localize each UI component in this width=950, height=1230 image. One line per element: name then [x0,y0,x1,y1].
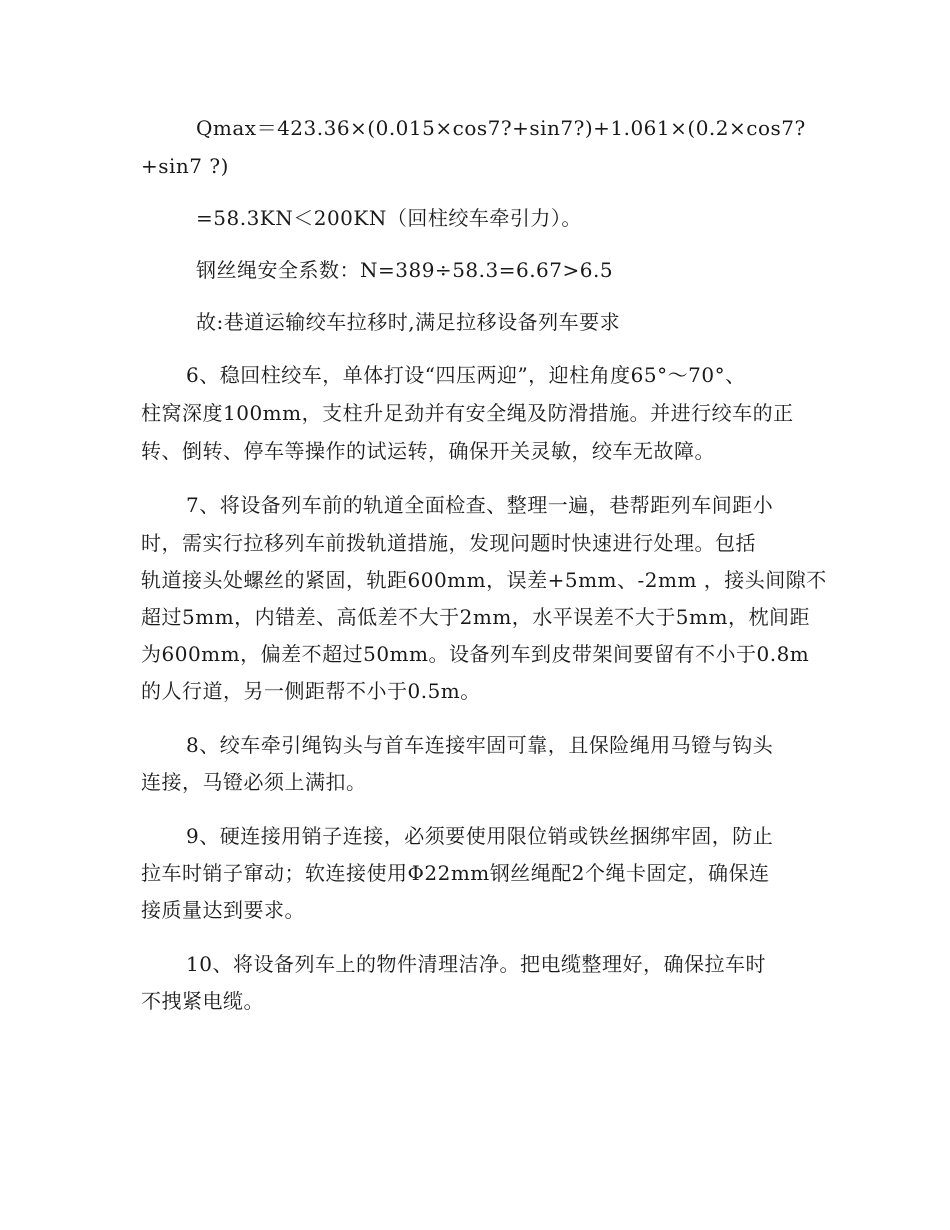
item-8-line-2: 连接，马镫必须上满扣。 [141,770,367,794]
item-7-line-1: 7、将设备列车前的轨道全面检查、整理一遍，巷帮距列车间距小 [186,493,774,517]
item-6-line-1: 6、稳回柱绞车，单体打设“四压两迎”，迎柱角度65°～70°、 [186,363,746,387]
item-8-line-1: 8、绞车牵引绳钩头与首车连接牢固可靠，且保险绳用马镫与钩头 [186,733,774,757]
item-7-line-6: 的人行道，另一侧距帮不小于0.5m。 [141,679,481,703]
conclusion-line: 故:巷道运输绞车拉移时,满足拉移设备列车要求 [196,310,621,334]
item-9-line-3: 接质量达到要求。 [141,898,305,922]
item-7-line-2: 时，需实行拉移列车前拨轨道措施，发现问题时快速进行处理。包括 [141,531,756,555]
item-10-line-1: 10、将设备列车上的物件清理洁净。把电缆整理好，确保拉车时 [186,952,766,976]
item-9-line-2: 拉车时销子窜动；软连接使用Φ22mm钢丝绳配2个绳卡固定，确保连 [141,861,770,885]
item-9-line-1: 9、硬连接用销子连接，必须要使用限位销或铁丝捆绑牢固，防止 [186,824,774,848]
item-7-line-3: 轨道接头处螺丝的紧固，轨距600mm，误差+5mm、-2mm ，接头间隙不 [141,568,827,592]
item-6-line-3: 转、倒转、停车等操作的试运转，确保开关灵敏，绞车无故障。 [141,439,715,463]
item-6-line-2: 柱窝深度100mm，支柱升足劲并有安全绳及防滑措施。并进行绞车的正 [141,401,794,425]
safety-factor-line: 钢丝绳安全系数：N=389÷58.3=6.67>6.5 [196,258,614,282]
item-10-line-2: 不拽紧电缆。 [141,989,264,1013]
item-7-line-4: 超过5mm，内错差、高低差不大于2mm，水平误差不大于5mm，枕间距 [141,605,810,629]
formula-line-1: Qmax＝423.36×(0.015×cos7?+sin7?)+1.061×(0.2×cos7? [196,116,806,140]
item-7-line-5: 为600mm，偏差不超过50mm。设备列车到皮带架间要留有不小于0.8m [141,642,810,666]
formula-result: =58.3KN＜200KN（回柱绞车牵引力）。 [196,206,582,230]
formula-line-2: +sin7 ?) [141,154,229,178]
